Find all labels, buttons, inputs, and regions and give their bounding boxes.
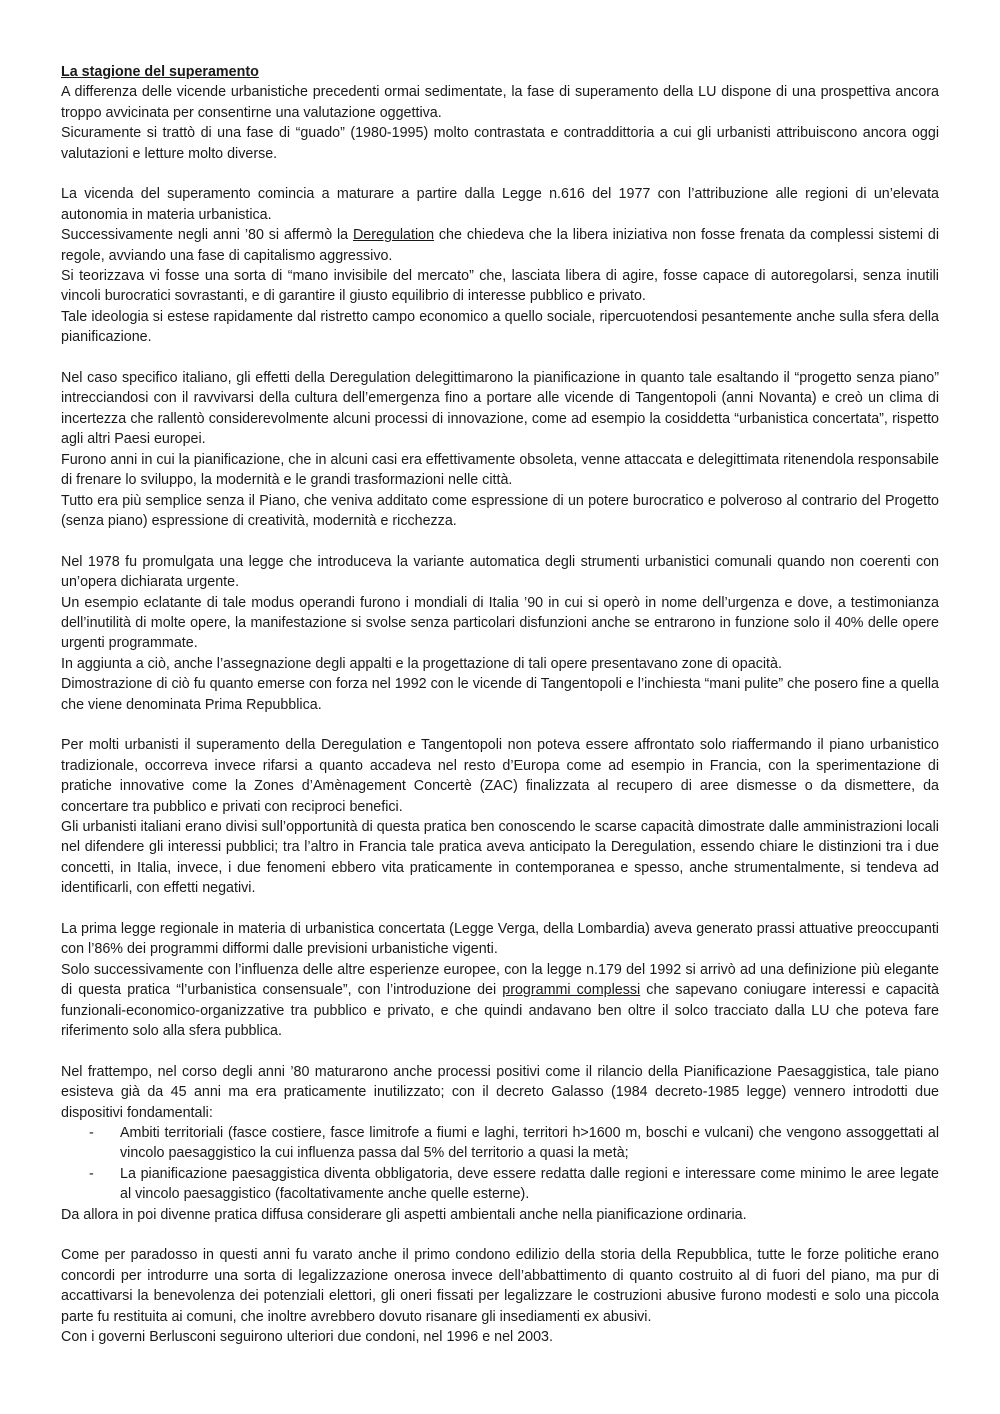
section2-paragraph-1: Nel caso specifico italiano, gli effetti della Deregulation delegittimarono la pianificazione in quanto tale esaltando il “progetto senza piano” intrecciandosi con il ravvivarsi della cultura dell’emergenza fino a portare alle vicende di Tangentopoli (anni Novanta) e creò un clima di incertezza che rallentò considerevolmente alcuni processi di innovazione, come ad esempio la cosiddetta “urbanistica concertata”, rispetto agli altri Paesi europei. bbox=[61, 370, 939, 448]
paragraph-gap bbox=[61, 899, 939, 919]
list-item-text: Ambiti territoriali (fasce costiere, fasce limitrofe a fiumi e laghi, territori h>1600 m, boschi e vulcani) che vengono assoggettati al vincolo paesaggistico la cui influenza passa dal 5% del territorio a quasi la metà; bbox=[120, 1125, 939, 1162]
document-title: La stagione del superamento bbox=[61, 64, 259, 80]
intro-paragraph-2: Sicuramente si trattò di una fase di “guado” (1980-1995) molto contrastata e contraddittoria a cui gli urbanisti attribuiscono ancora oggi valutazioni e letture molto diverse. bbox=[61, 125, 939, 162]
list-item bbox=[61, 1123, 939, 1164]
section2-paragraph-2: Furono anni in cui la pianificazione, che in alcuni casi era effettivamente obsoleta, venne attaccata e delegittimata ritenendola responsabile di frenare lo sviluppo, la modernità e le grandi trasformazioni nelle città. bbox=[61, 451, 939, 489]
section3-paragraph-3: In aggiunta a ciò, anche l’assegnazione degli appalti e la progettazione di tali opere presentavano zone di opacità. bbox=[61, 655, 782, 672]
section1-paragraph-2 bbox=[61, 225, 939, 266]
list-item bbox=[61, 1164, 939, 1205]
section5-paragraph-1: La prima legge regionale in materia di urbanistica concertata (Legge Verga, della Lombardia) aveva generato prassi attuative preoccupanti con l’86% dei programmi difformi dalle previsioni urbanistiche vigenti. bbox=[61, 920, 939, 958]
paragraph-gap bbox=[61, 715, 939, 735]
section1-paragraph-4: Tale ideologia si estese rapidamente dal ristretto campo economico a quello sociale, ripercuotendosi pesantemente anche sulla sfera della pianificazione. bbox=[61, 308, 939, 346]
list-item-text: La pianificazione paesaggistica diventa obbligatoria, deve essere redatta dalle regioni e interessare come minimo le aree legate al vincolo paesaggistico (facoltativamente anche quelle esterne). bbox=[120, 1165, 939, 1203]
deregulation-link[interactable]: Deregulation bbox=[352, 227, 435, 244]
paragraph-gap bbox=[61, 348, 939, 368]
section1-paragraph-3: Si teorizzava vi fosse una sorta di “mano invisibile del mercato” che, lasciata libera di agire, fosse capace di autoregolarsi, senza inutili vincoli burocratici sovrastanti, e di garantire il giusto equilibrio di interesse pubblico e privato. bbox=[61, 268, 939, 305]
text-run: Solo successivamente con l’influenza delle altre esperienze europee, con la legge n.179 del 1992 si arrivò ad una definizione più elegante di questa pratica “l’urbanistica consensuale”, con l’introduzione dei bbox=[61, 961, 939, 999]
section4-paragraph-2: Gli urbanisti italiani erano divisi sull’opportunità di questa pratica ben conoscendo le scarse capacità dimostrate dalle amministrazioni locali nel difendere gli interessi pubblici; tra l’altro in Francia tale pratica aveva anticipato la Deregulation, essendo chiare le distinzioni tra i due concetti, in Italia, invece, i due fenomeni ebbero vita praticamente in contemporanea e spesso, anche strumentalmente, si tendeva ad identificarli, con effetti negativi. bbox=[61, 818, 939, 897]
section3-paragraph-1: Nel 1978 fu promulgata una legge che introduceva la variante automatica degli strumenti urbanistici comunali quando non coerenti con un’opera dichiarata urgente. bbox=[61, 553, 939, 591]
section7-paragraph-2: Con i governi Berlusconi seguirono ulteriori due condoni, nel 1996 e nel 2003. bbox=[61, 1329, 553, 1346]
paragraph-gap bbox=[61, 1225, 939, 1245]
section1-paragraph-1: La vicenda del superamento comincia a maturare a partire dalla Legge n.616 del 1977 con l’attribuzione alle regioni di un’elevata autonomia in materia urbanistica. bbox=[61, 186, 939, 223]
text-run: che sapevano coniugare interessi e capacità funzionali-economico-organizzative tra pubblico e privato, e che quindi andavano ben oltre il solco tracciato dalla LU che poteva fare riferimento solo alla sfera pubblica. bbox=[61, 982, 939, 1040]
programmi-complessi-link[interactable]: programmi complessi bbox=[502, 982, 641, 999]
section6-paragraph-1: Nel frattempo, nel corso degli anni ’80 maturarono anche processi positivi come il rilancio della Pianificazione Paesaggistica, tale piano esisteva già da 45 anni ma era praticamente inutilizzato; con il decreto Galasso (1984 decreto-1985 legge) vennero introdotti due dispositivi fondamentali: bbox=[61, 1063, 939, 1121]
section2-paragraph-3: Tutto era più semplice senza il Piano, che veniva additato come espressione di un potere burocratico e polveroso al contrario del Progetto (senza piano) espressione di creatività, modernità e ricchezza. bbox=[61, 492, 939, 529]
section3-paragraph-4: Dimostrazione di ciò fu quanto emerse con forza nel 1992 con le vicende di Tangentopoli e l’inchiesta “mani pulite” che posero fine a quella che viene denominata Prima Repubblica. bbox=[61, 676, 939, 713]
section7-paragraph-1: Come per paradosso in questi anni fu varato anche il primo condono edilizio della storia della Repubblica, tutte le forze politiche erano concordi per introdurre una sorta di legalizzazione onerosa invece dell’abbattimento di quanto costruito al di fuori del piano, ma pur di accattivarsi la benevolenza dei potenziali elettori, gli oneri fissati per legalizzare le costruzioni abusive furono modesti e solo una piccola parte fu restituita ai comuni, che inoltre avrebbero dovuto risanare gli insediamenti ex abusivi. bbox=[61, 1247, 939, 1325]
paragraph-gap bbox=[61, 1041, 939, 1061]
text-run: Successivamente negli anni ’80 si affermò la bbox=[61, 227, 353, 244]
dash-bullet: - bbox=[89, 1165, 94, 1182]
text-run: che chiedeva che la libera iniziativa non fosse frenata da complessi sistemi di regole, avviando una fase di capitalismo aggressivo. bbox=[61, 227, 939, 264]
dash-bullet: - bbox=[89, 1125, 94, 1142]
section6-paragraph-2: Da allora in poi divenne pratica diffusa considerare gli aspetti ambientali anche nella pianificazione ordinaria. bbox=[61, 1206, 747, 1223]
dispositivi-list bbox=[61, 1123, 939, 1205]
paragraph-gap bbox=[61, 164, 939, 184]
section3-paragraph-2: Un esempio eclatante di tale modus operandi furono i mondiali di Italia ’90 in cui si operò in nome dell’urgenza e dove, a testimonianza dell’inutilità di molte opere, la manifestazione si svolse senza particolari disfunzioni anche se entrarono in funzione solo il 40% delle opere urgenti programmate. bbox=[61, 594, 939, 652]
paragraph-gap bbox=[61, 531, 939, 551]
section4-paragraph-1: Per molti urbanisti il superamento della Deregulation e Tangentopoli non poteva essere affrontato solo riaffermando il piano urbanistico tradizionale, occorreva invece rifarsi a quanto accadeva nel resto d’Europa come ad esempio in Francia, con la sperimentazione di pratiche innovative come la Zones d’Amènagement Concertè (ZAC) finalizzata al recupero di aree dismesse o da dismettere, da concertare tra pubblico e privati con reciproci benefici. bbox=[61, 737, 939, 815]
section5-paragraph-2 bbox=[61, 960, 939, 1042]
intro-paragraph-1: A differenza delle vicende urbanistiche precedenti ormai sedimentate, la fase di superamento della LU dispone di una prospettiva ancora troppo avvicinata per consentirne una valutazione oggettiva. bbox=[61, 84, 939, 121]
document-page bbox=[61, 62, 939, 1347]
